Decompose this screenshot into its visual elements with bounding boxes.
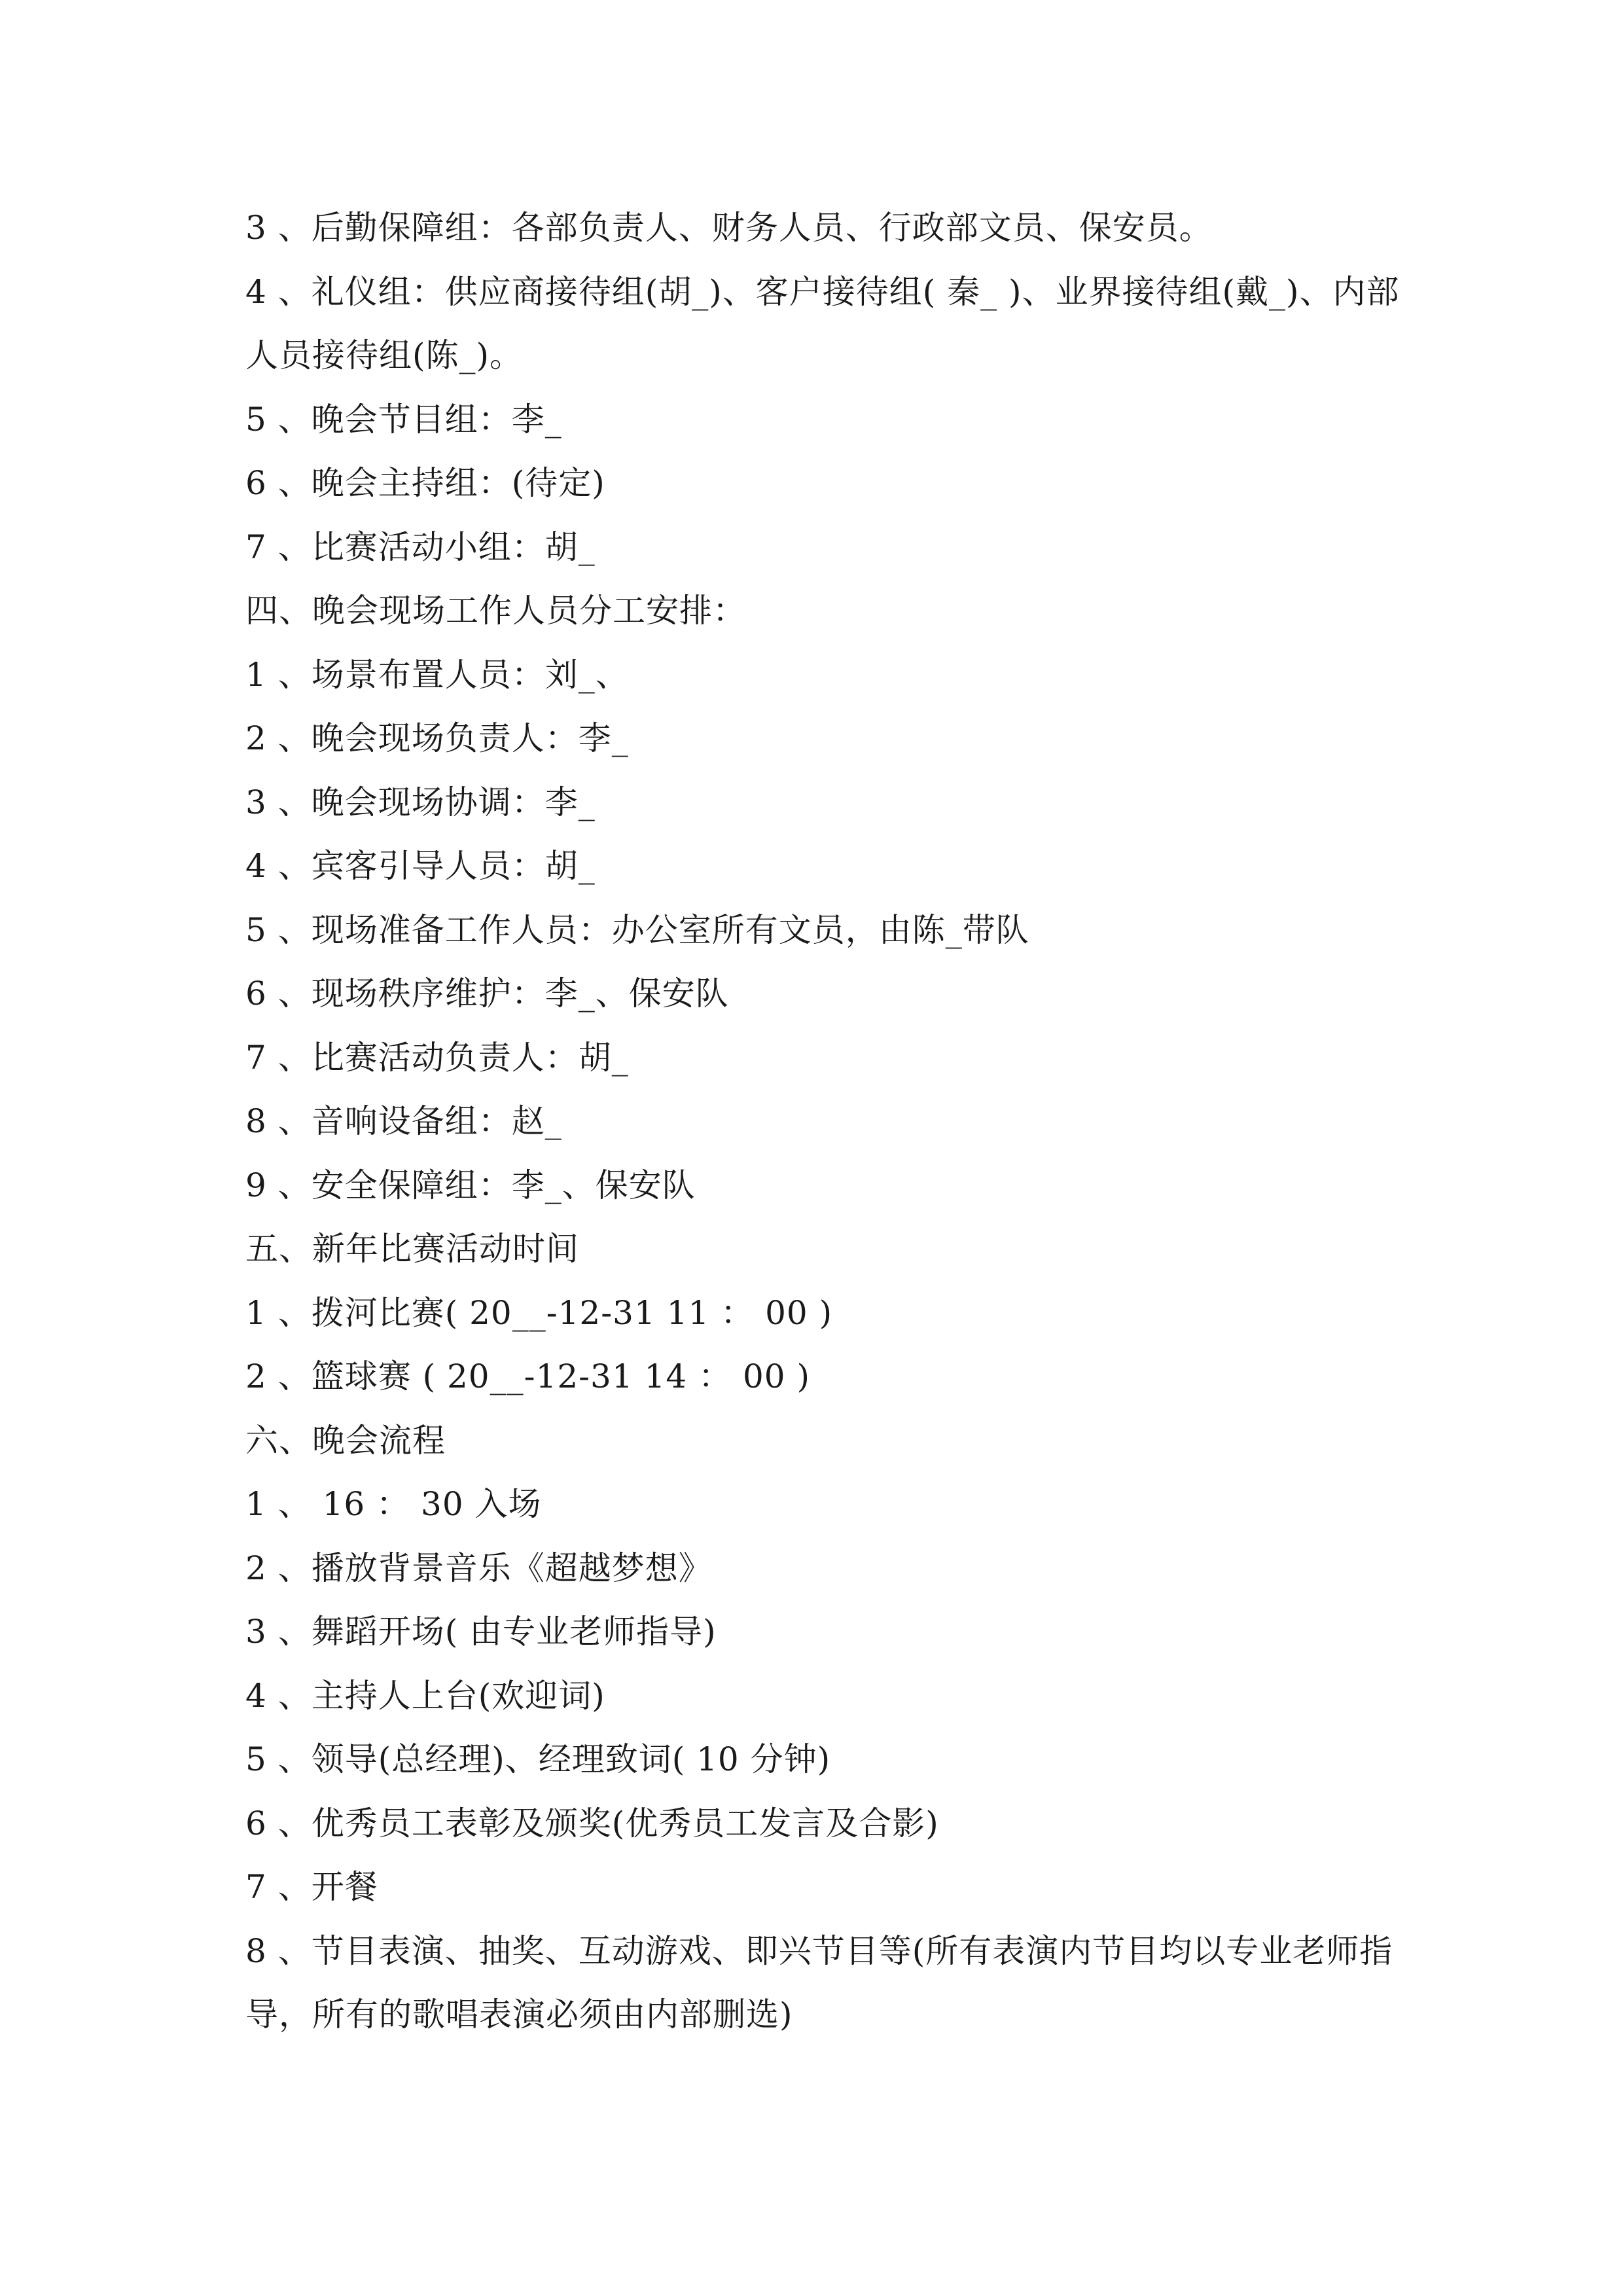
text-line: 7 、比赛活动小组：胡_: [245, 528, 596, 566]
text-line: 1 、场景布置人员：刘_、: [245, 655, 629, 694]
text-line: 5 、现场准备工作人员：办公室所有文员，由陈_带队: [245, 910, 1029, 949]
section-heading: 五、新年比赛活动时间: [245, 1230, 579, 1268]
text-line: 2 、播放背景音乐《超越梦想》: [245, 1549, 712, 1587]
text-line: 6 、现场秩序维护：李_、保安队: [245, 975, 729, 1013]
text-line: 2 、篮球赛 ( 20__-12-31 14 ： 00 ): [245, 1357, 810, 1395]
section-heading: 六、晚会流程: [245, 1421, 446, 1460]
text-line: 4 、主持人上台(欢迎词): [245, 1676, 605, 1715]
text-line: 3 、舞蹈开场( 由专业老师指导): [245, 1613, 717, 1651]
text-line: 6 、晚会主持组：(待定): [245, 464, 605, 502]
text-line: 2 、晚会现场负责人：李_: [245, 719, 629, 757]
text-line: 人员接待组(陈_)。: [245, 336, 524, 374]
text-line: 4 、礼仪组：供应商接待组(胡_)、客户接待组( 秦_ )、业界接待组(戴_)、内部: [245, 272, 1400, 311]
text-line: 1 、拨河比赛( 20__-12-31 11 ： 00 ): [245, 1293, 833, 1332]
text-line: 8 、音响设备组：赵_: [245, 1102, 562, 1140]
text-line: 6 、优秀员工表彰及颁奖(优秀员工发言及合影): [245, 1804, 939, 1842]
text-line: 导，所有的歌唱表演必须由内部删选): [245, 1996, 793, 2034]
document-body: [245, 196, 1410, 2047]
text-line: 8 、节目表演、抽奖、互动游戏、即兴节目等(所有表演内节目均以专业老师指: [245, 1931, 1393, 1970]
text-line: 3 、晚会现场协调：李_: [245, 783, 596, 821]
text-line: 7 、开餐: [245, 1868, 378, 1906]
section-heading: 四、晚会现场工作人员分工安排：: [245, 592, 746, 630]
text-line: 1 、 16 ： 30 入场: [245, 1485, 542, 1523]
text-line: 4 、宾客引导人员：胡_: [245, 847, 596, 885]
text-line: 9 、安全保障组：李_、保安队: [245, 1166, 696, 1204]
text-line: 3 、后勤保障组：各部负责人、财务人员、行政部文员、保安员。: [245, 209, 1213, 247]
text-line: 5 、晚会节目组：李_: [245, 400, 562, 439]
text-line: 7 、比赛活动负责人：胡_: [245, 1038, 629, 1077]
text-line: 5 、领导(总经理)、经理致词( 10 分钟): [245, 1740, 831, 1778]
